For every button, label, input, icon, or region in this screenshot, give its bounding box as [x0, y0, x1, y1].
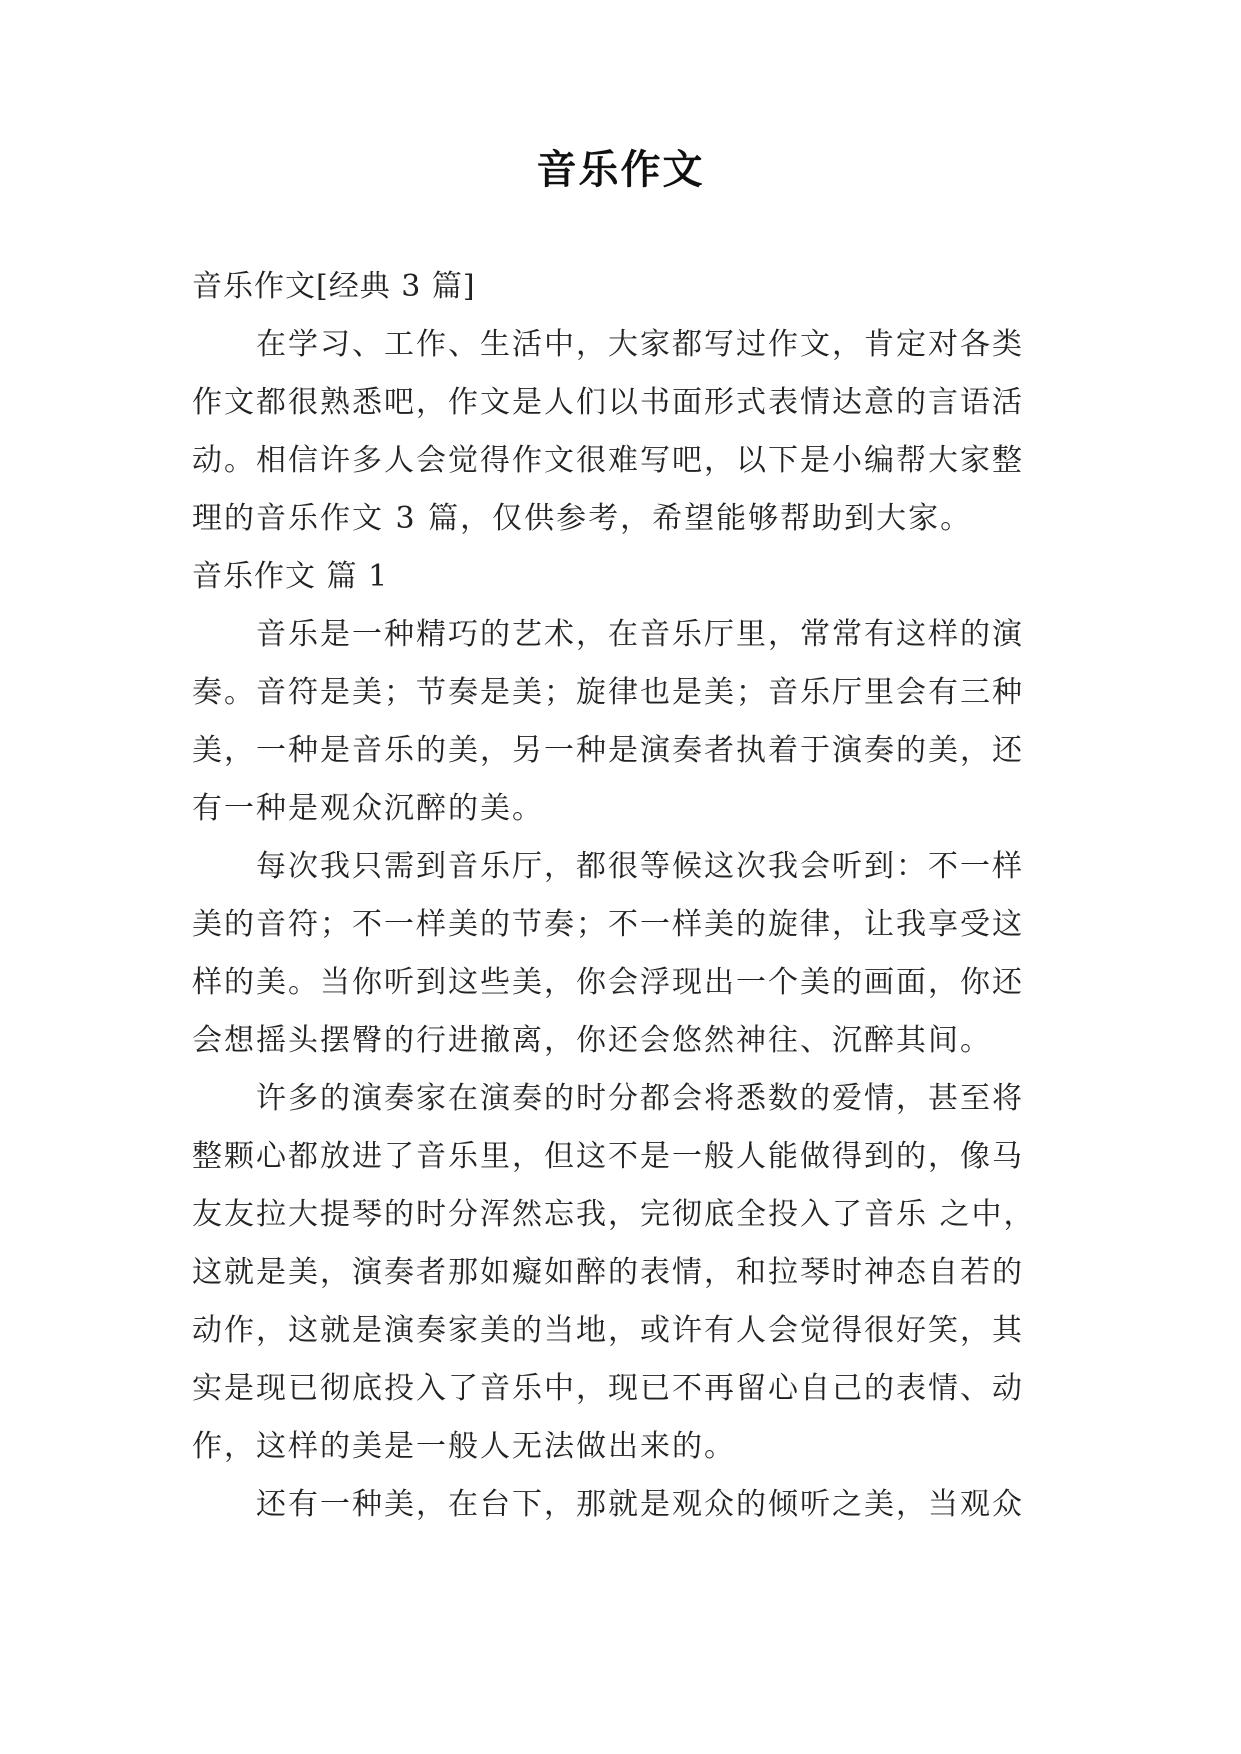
paragraph-line: 美，一种是音乐的美，另一种是演奏者执着于演奏的美，还	[192, 733, 1024, 768]
paragraph-line: 实是现已彻底投入了音乐中，现已不再留心自己的表情、动	[192, 1371, 1024, 1406]
document-body	[192, 258, 1050, 1534]
paragraph-line: 音乐是一种精巧的艺术，在音乐厅里，常常有这样的演	[256, 617, 1024, 652]
paragraph-line: 每次我只需到音乐厅，都很等候这次我会听到：不一样	[256, 849, 1024, 884]
intro-paragraph-line: 理的音乐作文 3 篇，仅供参考，希望能够帮助到大家。	[192, 501, 973, 536]
paragraph-line: 奏。音符是美；节奏是美；旋律也是美；音乐厅里会有三种	[192, 675, 1024, 710]
paragraph-line: 整颗心都放进了音乐里，但这不是一般人能做得到的，像马	[192, 1139, 1024, 1174]
intro-paragraph-line: 作文都很熟悉吧，作文是人们以书面形式表情达意的言语活	[192, 385, 1024, 420]
paragraph-line: 作，这样的美是一般人无法做出来的。	[192, 1429, 736, 1464]
intro-paragraph-line: 动。相信许多人会觉得作文很难写吧，以下是小编帮大家整	[192, 443, 1024, 478]
paragraph-line: 动作，这就是演奏家美的当地，或许有人会觉得很好笑，其	[192, 1313, 1024, 1348]
essay-collection-heading: 音乐作文[经典 3 篇]	[192, 269, 476, 304]
paragraph-line: 还有一种美，在台下，那就是观众的倾听之美，当观众	[256, 1487, 1024, 1522]
essay-1-heading: 音乐作文 篇 1	[192, 559, 389, 594]
document-title: 音乐作文	[536, 147, 705, 193]
paragraph-line: 友友拉大提琴的时分浑然忘我，完彻底全投入了音乐 之中，	[192, 1197, 1036, 1232]
intro-paragraph-line: 在学习、工作、生活中，大家都写过作文，肯定对各类	[256, 327, 1024, 362]
paragraph-line: 会想摇头摆臀的行进撤离，你还会悠然神往、沉醉其间。	[192, 1023, 992, 1058]
paragraph-line: 这就是美，演奏者那如癡如醉的表情，和拉琴时神态自若的	[192, 1255, 1024, 1290]
paragraph-line: 有一种是观众沉醉的美。	[192, 791, 544, 826]
paragraph-line: 样的美。当你听到这些美，你会浮现出一个美的画面，你还	[192, 965, 1024, 1000]
paragraph-line: 许多的演奏家在演奏的时分都会将悉数的爱情，甚至将	[256, 1081, 1024, 1116]
paragraph-line: 美的音符；不一样美的节奏；不一样美的旋律，让我享受这	[192, 907, 1024, 942]
